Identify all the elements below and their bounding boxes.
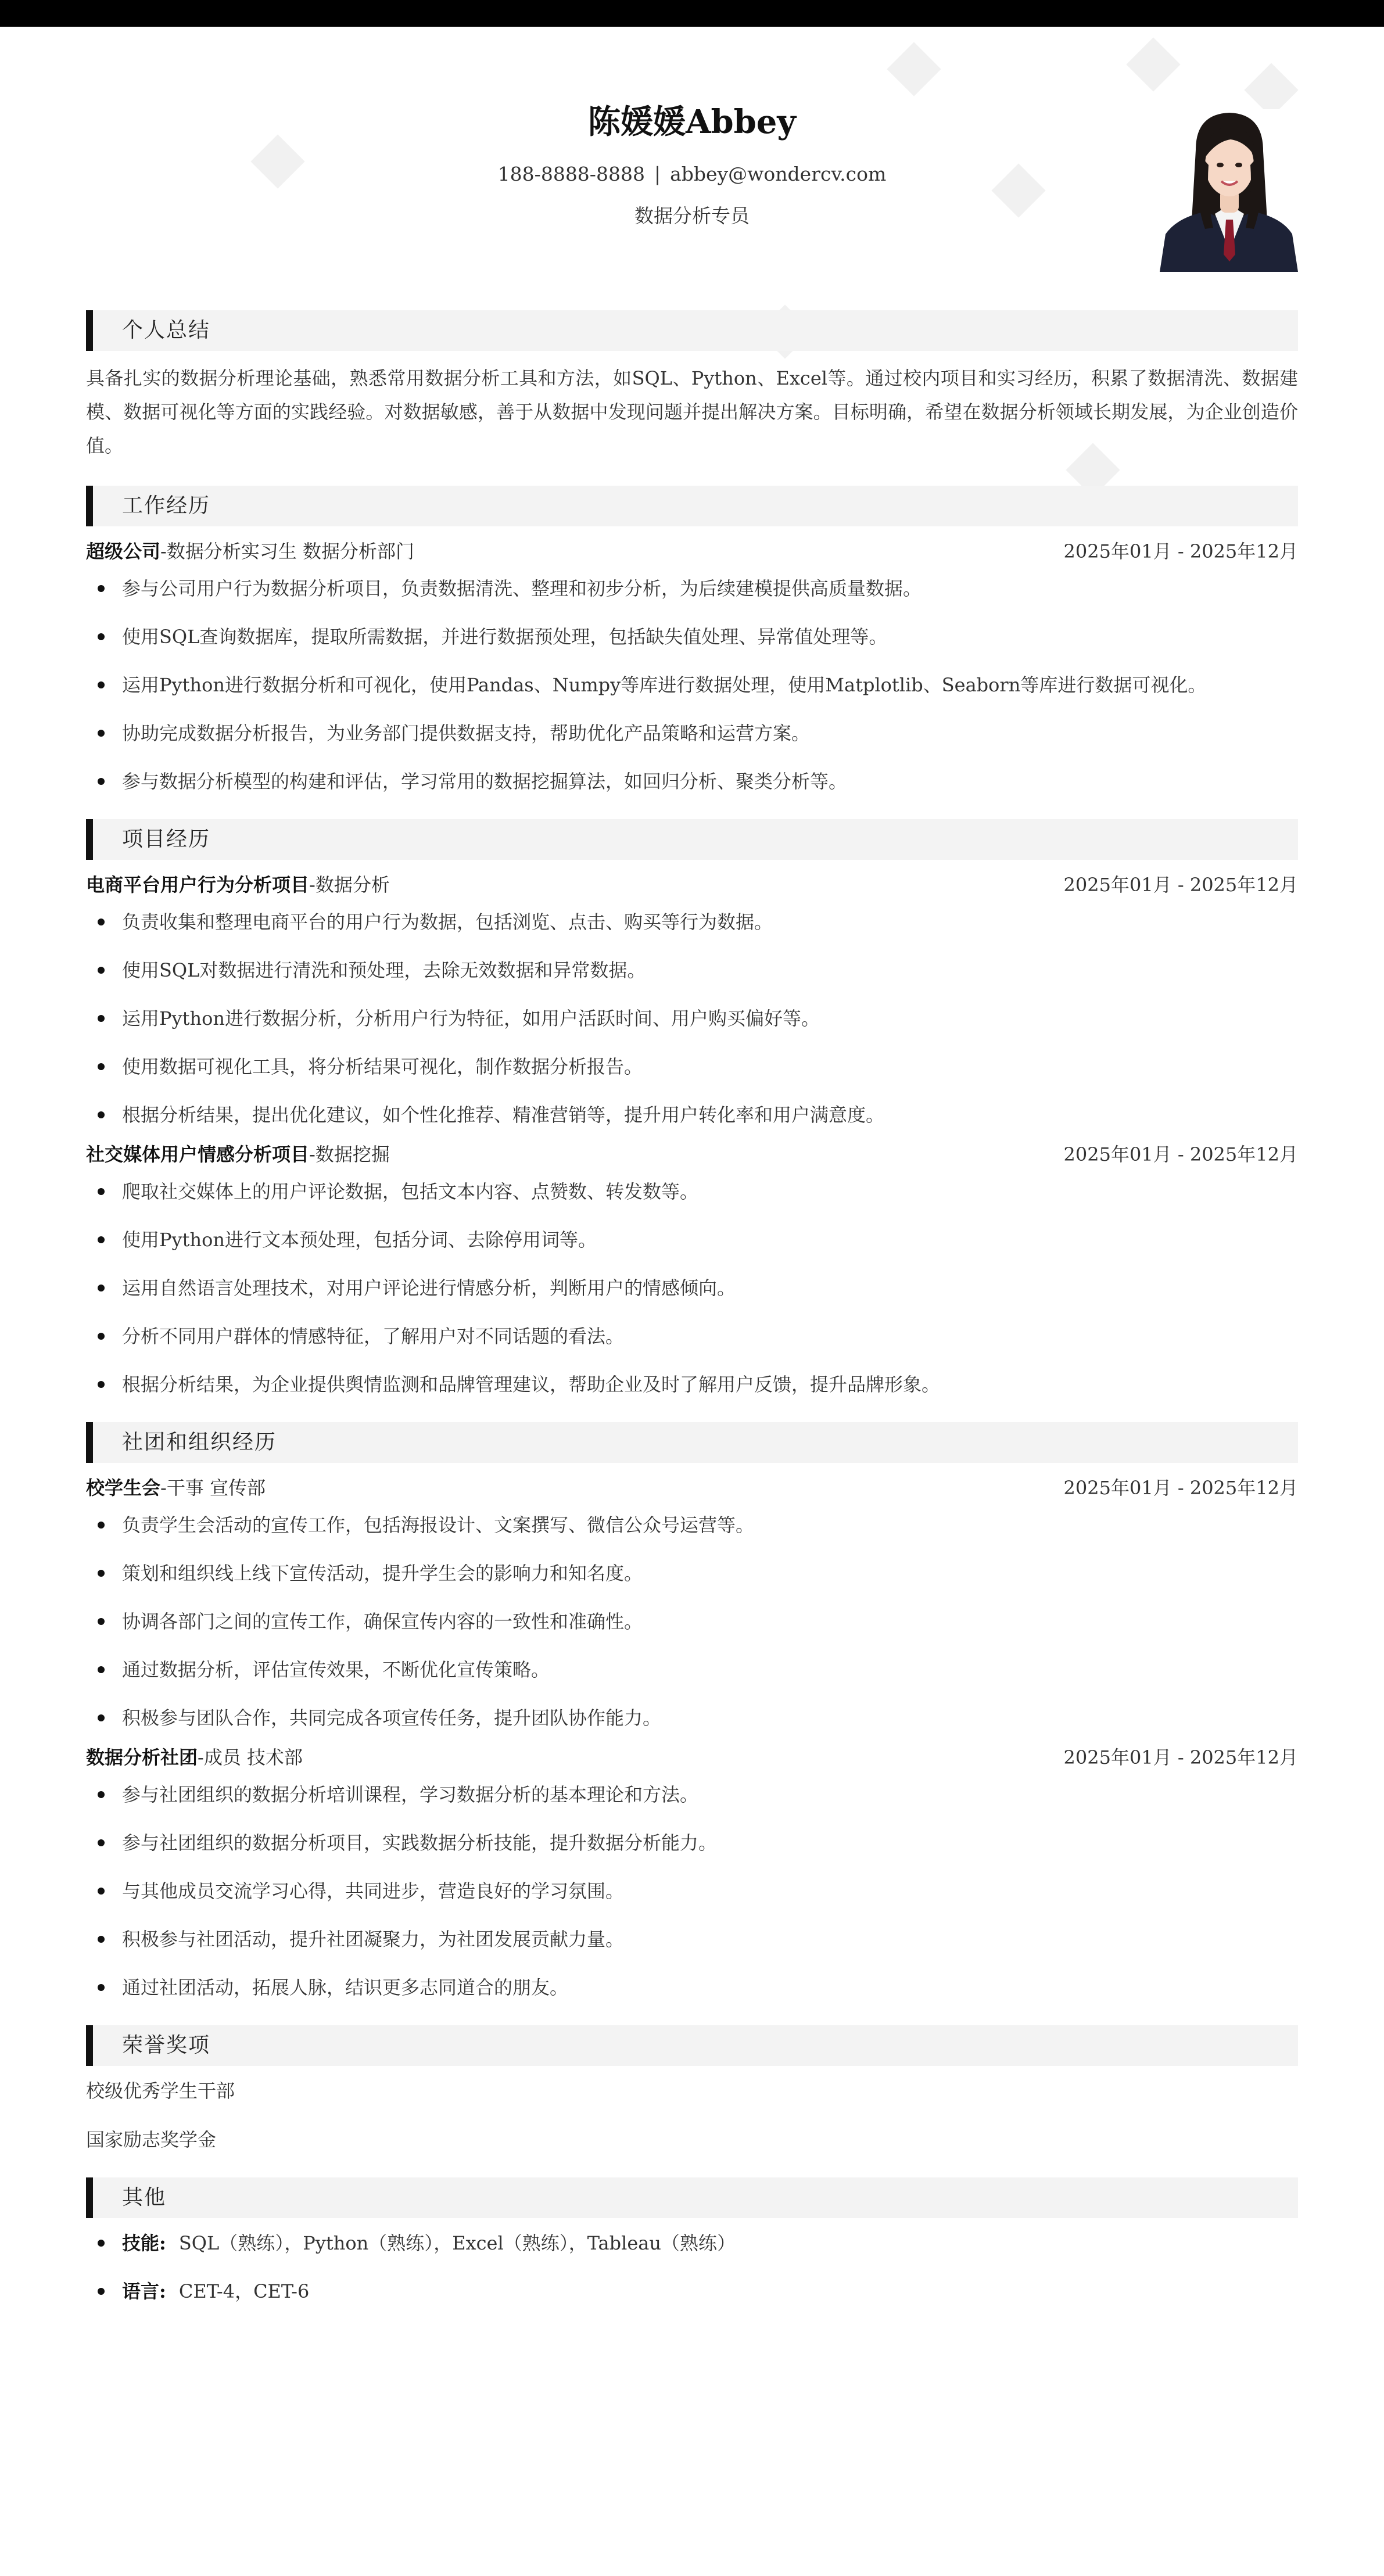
list-item: 使用Python进行文本预处理，包括分词、去除停用词等。	[122, 1225, 1298, 1254]
list-item: 通过社团活动，拓展人脉，结识更多志同道合的朋友。	[122, 1973, 1298, 2002]
club-item-title	[86, 1743, 303, 1772]
club-item-header	[86, 1743, 1298, 1772]
resume-body	[86, 310, 1298, 2316]
list-item: 参与数据分析模型的构建和评估，学习常用的数据挖掘算法，如回归分析、聚类分析等。	[122, 767, 1298, 796]
list-item: 使用数据可视化工具，将分析结果可视化，制作数据分析报告。	[122, 1052, 1298, 1081]
list-item: 积极参与社团活动，提升社团凝聚力，为社团发展贡献力量。	[122, 1925, 1298, 1954]
project-bullet-list	[86, 1177, 1298, 1399]
skills-label: 技能:	[122, 2232, 166, 2254]
project-item-title	[86, 870, 390, 899]
skills-value: SQL（熟练），Python（熟练），Excel（熟练），Tableau（熟练）	[178, 2232, 736, 2254]
list-item: 使用SQL对数据进行清洗和预处理，去除无效数据和异常数据。	[122, 956, 1298, 985]
list-item: 运用自然语言处理技术，对用户评论进行情感分析，判断用户的情感倾向。	[122, 1273, 1298, 1303]
languages-value: CET-4，CET-6	[178, 2280, 310, 2302]
top-bar	[0, 0, 1384, 27]
list-item-skills	[122, 2229, 1298, 2258]
list-item: 参与社团组织的数据分析培训课程，学习数据分析的基本理论和方法。	[122, 1780, 1298, 1809]
club-item-header	[86, 1473, 1298, 1502]
job-title: 数据分析专员	[634, 204, 750, 227]
project-item-title	[86, 1140, 390, 1169]
project-date-range: 2025年01月 - 2025年12月	[1063, 1143, 1298, 1165]
section-heading-projects: 项目经历	[86, 819, 1298, 860]
club-bullet-list	[86, 1511, 1298, 1732]
club-date-range: 2025年01月 - 2025年12月	[1063, 1477, 1298, 1499]
project-item	[86, 870, 1298, 1129]
list-item: 根据分析结果，为企业提供舆情监测和品牌管理建议，帮助企业及时了解用户反馈，提升品牌形象。	[122, 1370, 1298, 1399]
club-bullet-list	[86, 1780, 1298, 2002]
section-heading-other: 其他	[86, 2177, 1298, 2218]
project-item-header	[86, 870, 1298, 899]
work-item-title	[86, 537, 414, 566]
job-role: -数据分析实习生 数据分析部门	[160, 540, 415, 562]
other-list	[86, 2229, 1298, 2306]
list-item: 根据分析结果，提出优化建议，如个性化推荐、精准营销等，提升用户转化率和用户满意度。	[122, 1100, 1298, 1129]
work-item-header	[86, 537, 1298, 566]
project-role: -数据挖掘	[309, 1143, 390, 1165]
club-date-range: 2025年01月 - 2025年12月	[1063, 1746, 1298, 1768]
project-bullet-list	[86, 907, 1298, 1129]
club-role: -成员 技术部	[198, 1746, 303, 1768]
project-item	[86, 1140, 1298, 1399]
phone-number: 188-8888-8888	[497, 163, 645, 185]
work-bullet-list	[86, 574, 1298, 796]
candidate-name: 陈媛媛Abbey	[588, 103, 796, 141]
contact-separator: |	[654, 163, 661, 185]
list-item: 通过数据分析，评估宣传效果，不断优化宣传策略。	[122, 1655, 1298, 1684]
list-item: 负责收集和整理电商平台的用户行为数据，包括浏览、点击、购买等行为数据。	[122, 907, 1298, 937]
summary-text: 具备扎实的数据分析理论基础，熟悉常用数据分析工具和方法，如SQL、Python、Excel等。通过校内项目和实习经历，积累了数据清洗、数据建模、数据可视化等方面的实践经验。对数据敏感，善于从数据中发现问题并提出解决方案。目标明确，希望在数据分析领域长期发展，为企业创造价值。	[86, 367, 1298, 457]
club-item	[86, 1743, 1298, 2002]
list-item: 与其他成员交流学习心得，共同进步，营造良好的学习氛围。	[122, 1877, 1298, 1906]
project-date-range: 2025年01月 - 2025年12月	[1063, 874, 1298, 896]
section-heading-clubs: 社团和组织经历	[86, 1422, 1298, 1463]
list-item: 参与社团组织的数据分析项目，实践数据分析技能，提升数据分析能力。	[122, 1828, 1298, 1857]
list-item: 参与公司用户行为数据分析项目，负责数据清洗、整理和初步分析，为后续建模提供高质量数据。	[122, 574, 1298, 603]
club-item-title	[86, 1473, 266, 1502]
company-name: 超级公司	[86, 540, 161, 562]
profile-photo	[1160, 109, 1298, 272]
project-name: 电商平台用户行为分析项目	[86, 874, 310, 896]
section-heading-honors: 荣誉奖项	[86, 2025, 1298, 2066]
club-role: -干事 宣传部	[160, 1477, 266, 1499]
work-item	[86, 537, 1298, 796]
project-item-header	[86, 1140, 1298, 1169]
club-item	[86, 1473, 1298, 1732]
work-date-range: 2025年01月 - 2025年12月	[1063, 540, 1298, 562]
section-heading-summary: 个人总结	[86, 310, 1298, 351]
list-item: 负责学生会活动的宣传工作，包括海报设计、文案撰写、微信公众号运营等。	[122, 1511, 1298, 1540]
list-item: 协调各部门之间的宣传工作，确保宣传内容的一致性和准确性。	[122, 1607, 1298, 1636]
list-item: 策划和组织线上线下宣传活动，提升学生会的影响力和知名度。	[122, 1559, 1298, 1588]
decorative-diamond	[887, 42, 941, 96]
honor-item: 校级优秀学生干部	[86, 2080, 235, 2102]
list-item: 使用SQL查询数据库，提取所需数据，并进行数据预处理，包括缺失值处理、异常值处理等。	[122, 622, 1298, 651]
email-address: abbey@wondercv.com	[670, 163, 887, 185]
section-heading-work: 工作经历	[86, 486, 1298, 526]
project-role: -数据分析	[309, 874, 390, 896]
list-item: 协助完成数据分析报告，为业务部门提供数据支持，帮助优化产品策略和运营方案。	[122, 719, 1298, 748]
club-name: 数据分析社团	[86, 1746, 198, 1768]
project-name: 社交媒体用户情感分析项目	[86, 1143, 310, 1165]
list-item-languages	[122, 2277, 1298, 2306]
decorative-diamond	[1126, 37, 1180, 91]
list-item: 运用Python进行数据分析，分析用户行为特征，如用户活跃时间、用户购买偏好等。	[122, 1004, 1298, 1033]
languages-label: 语言:	[122, 2280, 166, 2302]
club-name: 校学生会	[86, 1477, 161, 1499]
list-item: 积极参与团队合作，共同完成各项宣传任务，提升团队协作能力。	[122, 1703, 1298, 1732]
list-item: 爬取社交媒体上的用户评论数据，包括文本内容、点赞数、转发数等。	[122, 1177, 1298, 1206]
honor-item: 国家励志奖学金	[86, 2129, 217, 2151]
list-item: 运用Python进行数据分析和可视化，使用Pandas、Numpy等库进行数据处理，使用Matplotlib、Seaborn等库进行数据可视化。	[122, 670, 1298, 699]
list-item: 分析不同用户群体的情感特征，了解用户对不同话题的看法。	[122, 1322, 1298, 1351]
